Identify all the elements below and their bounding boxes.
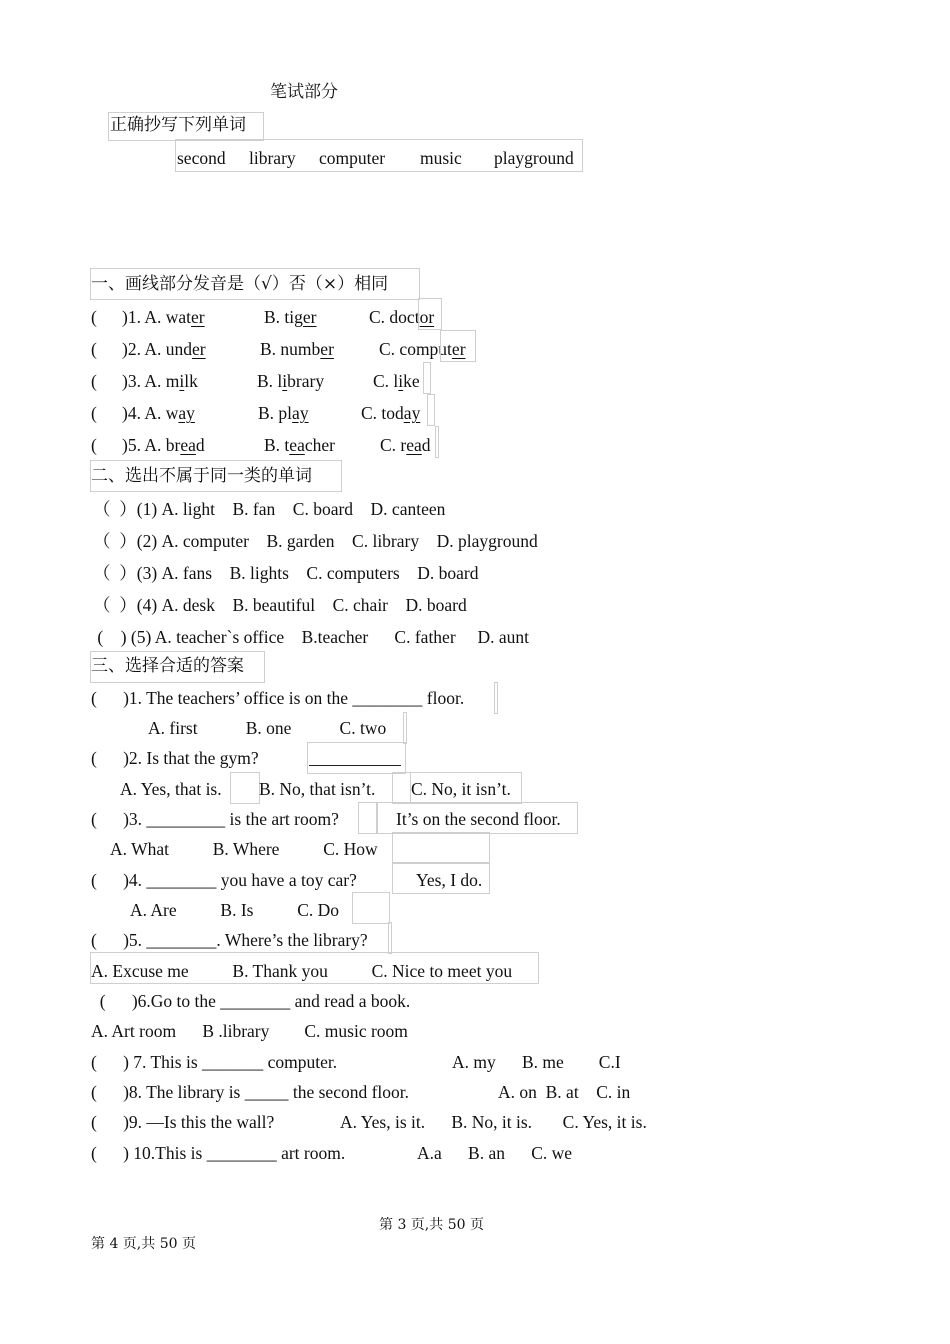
underlined-part: er: [302, 307, 317, 327]
section2-heading: 二、选出不属于同一类的单词: [91, 466, 312, 486]
item-rest: ke: [403, 371, 420, 391]
q10-options: A.a B. an C. we: [417, 1143, 573, 1163]
copy-instruction: 正确抄写下列单词: [110, 115, 246, 135]
q2-text: ( )2. Is that the gym?: [91, 748, 259, 768]
copy-word-4: music: [420, 148, 462, 168]
underlined-part: ay: [178, 403, 195, 423]
q5-text: ( )5. ________. Where’s the library?: [91, 930, 368, 950]
item-paren: (: [91, 371, 97, 391]
q2-option-b: B. No, that isn’t.: [259, 779, 376, 799]
answer-frame: [376, 802, 578, 834]
underlined-part: ay: [292, 403, 309, 423]
answer-frame: [418, 298, 442, 330]
item-rest: d: [195, 435, 205, 455]
option-b: B. l: [257, 371, 283, 391]
option-b: B. numb: [260, 339, 321, 359]
section2-item-3: （ ）(3) A. fans B. lights C. computers D. board: [93, 563, 479, 583]
q7-text: ( ) 7. This is _______ computer.: [91, 1052, 338, 1072]
q4-text: ( )4. ________ you have a toy car?: [91, 870, 357, 890]
item-number: )4. A. w: [122, 403, 179, 423]
answer-frame: [392, 832, 490, 864]
answer-frame: [440, 330, 476, 362]
answer-frame: [358, 802, 378, 834]
answer-frame: [410, 772, 522, 804]
answer-frame: [435, 426, 439, 458]
q10-text: ( ) 10.This is ________ art room.: [91, 1143, 346, 1163]
page-number-left: 第 4 页,共 50 页: [91, 1236, 196, 1252]
option-b: B. t: [264, 435, 290, 455]
answer-frame: [427, 394, 435, 426]
underlined-part: ea: [406, 435, 422, 455]
section3-heading: 三、选择合适的答案: [91, 656, 244, 676]
underlined-part: ea: [289, 435, 305, 455]
item-number: )3. A. m: [122, 371, 180, 391]
q6-text: ( )6.Go to the ________ and read a book.: [91, 991, 411, 1011]
underlined-part: er: [191, 307, 205, 327]
q3-text: ( )3. _________ is the art room?: [91, 809, 339, 829]
underlined-part: er: [192, 339, 206, 359]
q2-option-c: C. No, it isn’t.: [411, 779, 511, 799]
answer-frame: [352, 892, 390, 924]
answer-frame: [392, 862, 490, 894]
q9-options: A. Yes, is it. B. No, it is. C. Yes, it is.: [340, 1112, 647, 1132]
q3-options: A. What B. Where C. How: [110, 839, 378, 859]
item-rest: cher: [304, 435, 335, 455]
q4-options: A. Are B. Is C. Do: [130, 900, 340, 920]
q2-option-a: A. Yes, that is.: [120, 779, 222, 799]
copy-word-1: second: [177, 148, 226, 168]
section2-item-1: （ ）(1) A. light B. fan C. board D. canteen: [93, 499, 446, 519]
q5-options: A. Excuse me B. Thank you C. Nice to meet you: [91, 961, 513, 981]
underlined-part: i: [282, 371, 288, 391]
page-number-center: 第 3 页,共 50 页: [379, 1217, 484, 1233]
section1-heading: 一、画线部分发音是（√）否（×）相同: [91, 274, 389, 294]
item-rest: brary: [287, 371, 325, 391]
item-rest: lk: [184, 371, 198, 391]
option-b: B. tig: [264, 307, 303, 327]
q1-text: ( )1. The teachers’ office is on the ________ floor.: [91, 688, 465, 708]
copy-word-5: playground: [494, 148, 574, 168]
answer-frame: [392, 772, 411, 804]
copy-word-2: library: [249, 148, 296, 168]
q8-options: A. on B. at C. in: [498, 1082, 631, 1102]
answer-frame: [388, 922, 392, 954]
underlined-part: er: [451, 339, 466, 359]
item-paren: (: [91, 403, 97, 423]
q6-options: A. Art room B .library C. music room: [91, 1021, 408, 1041]
underlined-part: er: [320, 339, 334, 359]
underlined-part: ay: [403, 403, 421, 423]
item-paren: (: [91, 307, 97, 327]
option-c: C. comput: [379, 339, 452, 359]
q8-text: ( )8. The library is _____ the second floor.: [91, 1082, 410, 1102]
underlined-part: or: [419, 307, 435, 327]
underlined-part: ea: [180, 435, 196, 455]
option-c: C. doct: [369, 307, 420, 327]
item-number: )1. A. wat: [122, 307, 192, 327]
q7-options: A. my B. me C.I: [452, 1052, 621, 1072]
item-rest: d: [421, 435, 431, 455]
copy-word-3: computer: [319, 148, 386, 168]
section2-item-4: （ ）(4) A. desk B. beautiful C. chair D. board: [93, 595, 467, 615]
answer-frame: [494, 682, 498, 714]
q1-options: A. first B. one C. two: [148, 718, 387, 738]
option-c: C. tod: [361, 403, 404, 423]
section2-item-5: ( ) (5) A. teacher`s office B.teacher C. father D. aunt: [93, 627, 530, 647]
q2-reply-frame: [307, 742, 406, 774]
answer-frame: [403, 712, 407, 744]
answer-frame: [230, 772, 260, 804]
item-paren: (: [91, 339, 97, 359]
item-number: )2. A. und: [122, 339, 192, 359]
item-paren: (: [91, 435, 97, 455]
option-c: C. l: [373, 371, 399, 391]
underlined-part: i: [398, 371, 404, 391]
page-title: 笔试部分: [270, 82, 338, 102]
q2-reply-blank: [309, 765, 401, 766]
answer-frame: [90, 952, 539, 984]
answer-frame: [423, 362, 431, 394]
q3-answer: It’s on the second floor.: [396, 809, 561, 829]
q4-answer: Yes, I do.: [416, 870, 483, 890]
option-c: C. r: [380, 435, 407, 455]
option-b: B. pl: [258, 403, 293, 423]
item-number: )5. A. br: [122, 435, 181, 455]
section2-item-2: （ ）(2) A. computer B. garden C. library D. playground: [93, 531, 538, 551]
q9-text: ( )9. —Is this the wall?: [91, 1112, 275, 1132]
underlined-part: i: [179, 371, 185, 391]
